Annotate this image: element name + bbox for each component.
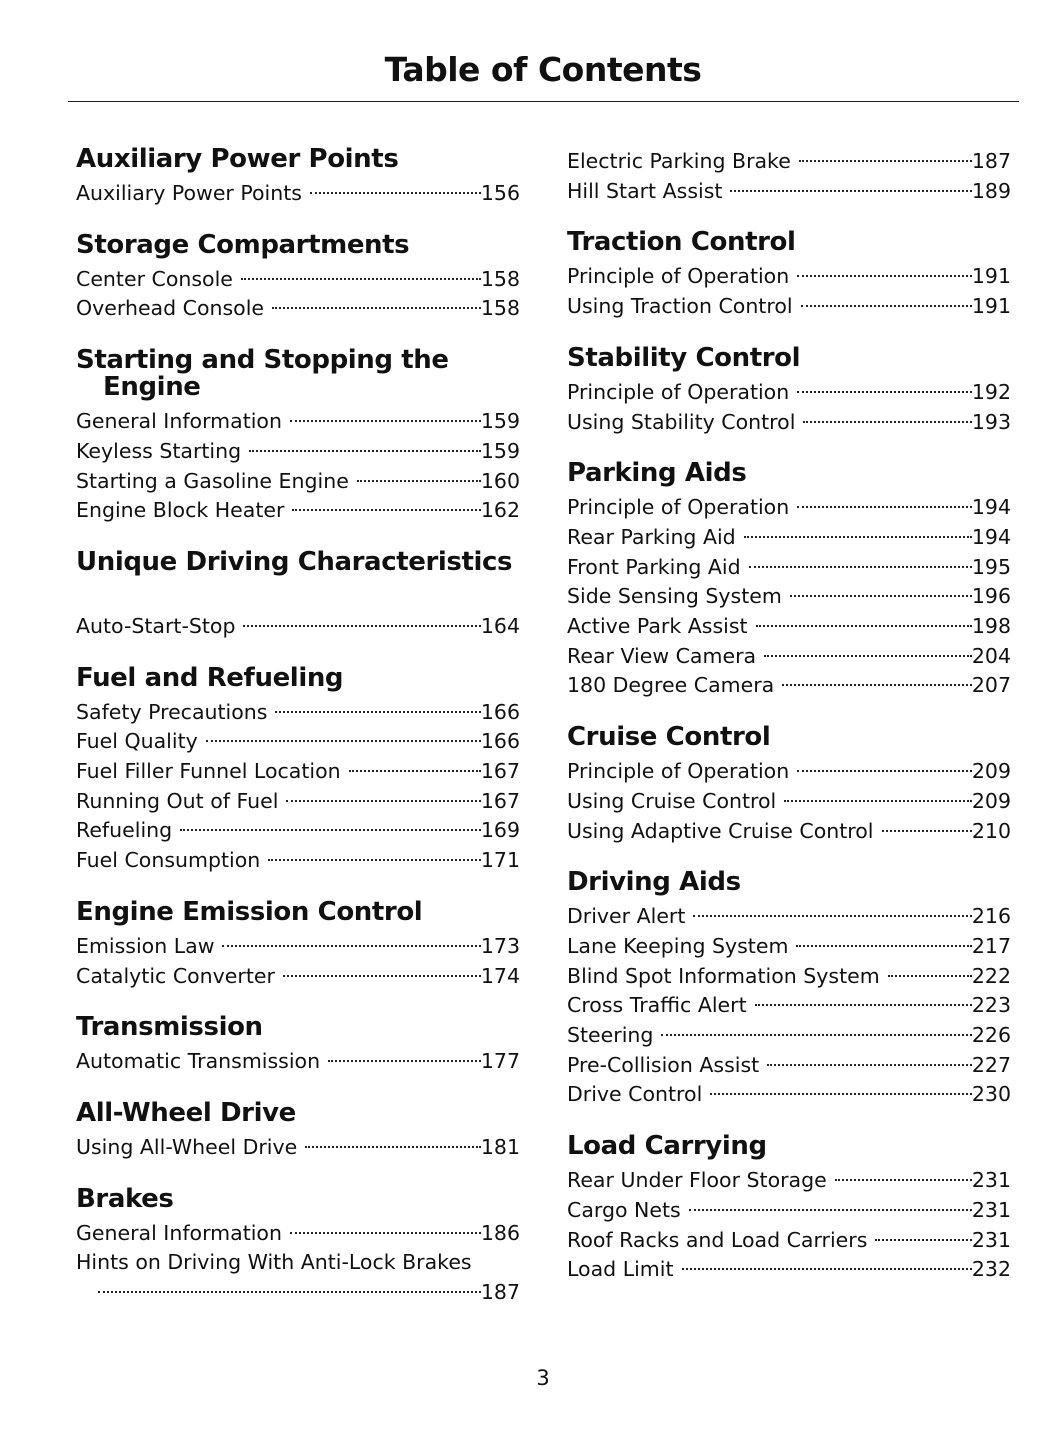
toc-section (567, 460, 1011, 701)
toc-entry[interactable] (567, 902, 1011, 932)
section-heading (76, 347, 520, 401)
toc-entry[interactable] (76, 787, 520, 817)
dot-leader (357, 480, 481, 482)
entry-title: Starting a Gasoline Engine (76, 468, 349, 493)
entry-page-number: 164 (480, 613, 520, 638)
section-heading-line: Engine (103, 372, 201, 403)
section-heading-line: Brakes (76, 1183, 174, 1214)
dot-leader (272, 307, 481, 309)
toc-section (567, 869, 1011, 1110)
toc-section (76, 662, 520, 876)
toc-entry[interactable] (567, 787, 1011, 817)
section-heading-line: Stability Control (567, 342, 801, 373)
toc-entry[interactable] (567, 962, 1011, 992)
dot-leader (241, 278, 481, 280)
section-heading (567, 724, 1011, 751)
entry-title: Principle of Operation (567, 264, 790, 289)
entry-page-number: 192 (971, 379, 1011, 404)
dot-leader (349, 770, 481, 772)
toc-entry[interactable] (567, 1166, 1011, 1196)
toc-entry[interactable] (76, 1219, 520, 1249)
entry-page-number: 162 (480, 498, 520, 523)
entry-page-number: 177 (480, 1049, 520, 1074)
toc-entry[interactable] (76, 437, 520, 467)
dot-leader (888, 975, 972, 977)
entry-page-number: 191 (971, 264, 1011, 289)
title-divider (68, 101, 1019, 102)
toc-section (76, 546, 520, 642)
entry-page-number: 166 (480, 729, 520, 754)
toc-entry[interactable] (76, 727, 520, 757)
entry-page-number: 159 (480, 438, 520, 463)
section-heading-line: Driving Aids (567, 867, 741, 898)
entry-page-number: 167 (480, 759, 520, 784)
page-number: 3 (536, 1366, 550, 1390)
dot-leader (283, 975, 481, 977)
dot-leader (755, 1004, 972, 1006)
toc-entry[interactable] (76, 496, 520, 526)
entry-page-number: 231 (971, 1227, 1011, 1252)
section-heading-line: Fuel and Refueling (76, 662, 344, 693)
toc-entry[interactable] (76, 757, 520, 787)
toc-entry[interactable] (567, 408, 1011, 438)
entry-title: Load Limit (567, 1257, 674, 1282)
entry-page-number: 231 (971, 1168, 1011, 1193)
entry-page-number: 230 (971, 1082, 1011, 1107)
toc-entry[interactable] (76, 816, 520, 846)
dot-leader (328, 1060, 481, 1062)
dot-leader (292, 509, 480, 511)
toc-section (76, 896, 520, 991)
section-heading-line: Storage Compartments (76, 229, 410, 260)
toc-section (76, 146, 520, 209)
entry-title: Hill Start Assist (567, 178, 723, 203)
entry-page-number: 181 (480, 1134, 520, 1159)
entry-title: Side Sensing System (567, 584, 782, 609)
toc-section (567, 1133, 1011, 1285)
entry-title: Fuel Consumption (76, 848, 261, 873)
section-heading (567, 229, 1011, 256)
entry-title: Principle of Operation (567, 495, 790, 520)
entry-title: Cross Traffic Alert (567, 993, 747, 1018)
toc-section (76, 347, 520, 526)
dot-leader (764, 655, 972, 657)
dot-leader (784, 800, 972, 802)
entry-title: Blind Spot Information System (567, 963, 880, 988)
toc-section (76, 1014, 520, 1077)
toc-section (76, 229, 520, 324)
toc-section (76, 1097, 520, 1163)
entry-page-number: 210 (971, 818, 1011, 843)
dot-leader (801, 305, 972, 307)
toc-entry[interactable] (567, 523, 1011, 553)
toc-entry[interactable] (76, 407, 520, 437)
toc-section (567, 229, 1011, 321)
toc-entry[interactable] (567, 1051, 1011, 1081)
toc-section (567, 724, 1011, 846)
entry-title: Keyless Starting (76, 438, 242, 463)
toc-entry[interactable] (567, 177, 1011, 207)
entry-page-number: 232 (971, 1257, 1011, 1282)
entry-page-number: 231 (971, 1197, 1011, 1222)
entry-page-number: 187 (971, 149, 1011, 173)
dot-leader (782, 684, 972, 686)
entry-page-number: 174 (480, 963, 520, 988)
entry-title: Rear View Camera (567, 643, 757, 668)
dot-leader (290, 420, 481, 422)
toc-entry[interactable] (567, 932, 1011, 962)
entry-page-number: 223 (971, 993, 1011, 1018)
dot-leader (268, 859, 481, 861)
toc-entry[interactable] (567, 1021, 1011, 1051)
entry-title: Catalytic Converter (76, 963, 275, 988)
toc-entry[interactable] (567, 1080, 1011, 1110)
entry-page-number: 194 (971, 524, 1011, 549)
toc-entry[interactable] (76, 932, 520, 962)
dot-leader (797, 391, 972, 393)
entry-title: Rear Parking Aid (567, 524, 736, 549)
entry-page-number: 209 (971, 759, 1011, 784)
entry-page-number: 222 (971, 963, 1011, 988)
section-heading (567, 869, 1011, 896)
section-heading (76, 896, 520, 927)
entry-title: Front Parking Aid (567, 554, 741, 579)
entry-title: Overhead Console (76, 296, 265, 321)
entry-page-number: 194 (971, 495, 1011, 520)
dot-leader (290, 1232, 481, 1234)
toc-entry[interactable] (76, 698, 520, 728)
dot-leader (799, 160, 972, 162)
toc-entry[interactable] (76, 1248, 520, 1307)
section-heading (76, 229, 520, 260)
entry-page-number: 198 (971, 614, 1011, 639)
toc-entry[interactable] (567, 1226, 1011, 1256)
dot-leader (710, 1093, 972, 1095)
entry-title: Emission Law (76, 933, 215, 958)
entry-page-number: 189 (971, 178, 1011, 203)
entry-title: Using Cruise Control (567, 788, 777, 813)
dot-leader (682, 1268, 972, 1270)
entry-title: Pre-Collision Assist (567, 1052, 760, 1077)
section-heading-line: Transmission (76, 1012, 263, 1043)
entry-title: Using Stability Control (567, 409, 796, 434)
section-heading (76, 146, 520, 173)
entry-page-number: 159 (480, 409, 520, 434)
toc-section (76, 1183, 520, 1308)
entry-title: Lane Keeping System (567, 933, 789, 958)
section-heading-line: Cruise Control (567, 722, 771, 753)
entry-title: 180 Degree Camera (567, 673, 775, 698)
dot-leader (749, 566, 972, 568)
dot-leader (249, 450, 481, 452)
dot-leader (689, 1209, 972, 1211)
toc-entry[interactable] (567, 991, 1011, 1021)
dot-leader (180, 829, 481, 831)
section-heading (567, 460, 1011, 487)
entry-page-number: 158 (480, 266, 520, 291)
toc-entry[interactable] (567, 1196, 1011, 1226)
dot-leader (767, 1064, 972, 1066)
entry-title: Drive Control (567, 1082, 703, 1107)
entry-title: Steering (567, 1023, 654, 1048)
entry-title: Principle of Operation (567, 379, 790, 404)
entry-page-number: 226 (971, 1023, 1011, 1048)
dot-leader (243, 625, 480, 627)
dot-leader (286, 800, 480, 802)
entry-page-number: 196 (971, 584, 1011, 609)
toc-entry[interactable] (567, 493, 1011, 523)
section-heading (76, 546, 520, 577)
dot-leader (803, 421, 971, 423)
entry-title: Fuel Filler Funnel Location (76, 759, 341, 784)
dot-leader (310, 192, 481, 194)
toc-entry[interactable] (76, 846, 520, 876)
entry-title: Fuel Quality (76, 729, 198, 754)
entry-title: Active Park Assist (567, 614, 748, 639)
entry-title: Automatic Transmission (76, 1049, 321, 1074)
entry-title: Roof Racks and Load Carriers (567, 1227, 868, 1252)
dot-leader (661, 1034, 971, 1036)
section-heading-line: Engine Emission Control (76, 896, 423, 927)
toc-entry[interactable] (76, 1047, 520, 1077)
entry-title: Principle of Operation (567, 759, 790, 784)
entry-page-number: 169 (480, 818, 520, 843)
entry-page-number: 217 (971, 933, 1011, 958)
entry-title: Rear Under Floor Storage (567, 1168, 827, 1193)
toc-entry[interactable] (76, 467, 520, 497)
toc-entry[interactable] (567, 553, 1011, 583)
section-heading (76, 662, 520, 693)
section-heading-line: Unique Driving Characteristics (76, 546, 513, 577)
toc-entry[interactable] (567, 292, 1011, 322)
toc-entry[interactable] (567, 147, 1011, 177)
toc-entry[interactable] (567, 817, 1011, 847)
entry-page-number: 173 (480, 933, 520, 958)
toc-entry[interactable] (567, 582, 1011, 612)
dot-leader (98, 1291, 481, 1293)
entry-title: Center Console (76, 266, 233, 291)
toc-entry[interactable] (76, 265, 520, 295)
section-heading-line: Starting and Stopping the (76, 345, 449, 376)
toc-entry[interactable] (76, 612, 520, 642)
entry-title: General Information (76, 409, 282, 434)
entry-title: Running Out of Fuel (76, 788, 279, 813)
toc-entry[interactable] (76, 179, 520, 209)
dot-leader (730, 190, 971, 192)
entry-page-number: 216 (971, 904, 1011, 929)
toc-section (567, 342, 1011, 437)
entry-title: Using Traction Control (567, 294, 793, 319)
toc-entry[interactable] (567, 378, 1011, 408)
blank-line (76, 582, 520, 612)
entry-page-number: 171 (480, 848, 520, 873)
dot-leader (756, 625, 972, 627)
entry-title: Using Adaptive Cruise Control (567, 818, 874, 843)
dot-leader (796, 945, 971, 947)
section-heading (567, 1133, 1011, 1160)
dot-leader (790, 595, 972, 597)
toc-entry[interactable] (567, 757, 1011, 787)
entry-title: Cargo Nets (567, 1197, 681, 1222)
dot-leader (744, 536, 972, 538)
entry-page-number: 156 (480, 181, 520, 205)
dot-leader (835, 1179, 972, 1181)
entry-page-number: 167 (480, 788, 520, 813)
entry-title: Using All-Wheel Drive (76, 1134, 298, 1159)
dot-leader (693, 915, 971, 917)
dot-leader (275, 711, 480, 713)
entry-title: Safety Precautions (76, 699, 268, 724)
entry-page-number: 193 (971, 409, 1011, 434)
dot-leader (875, 1239, 971, 1241)
entry-title: Refueling (76, 818, 173, 843)
entry-title: Driver Alert (567, 904, 686, 929)
toc-entry[interactable] (76, 962, 520, 992)
entry-page-number: 186 (480, 1220, 520, 1245)
section-heading-line: Traction Control (567, 227, 796, 258)
section-heading (567, 342, 1011, 373)
entry-page-number: 166 (480, 699, 520, 724)
toc-entry[interactable] (76, 1133, 520, 1163)
entry-page-number: 187 (480, 1280, 520, 1305)
entry-title: General Information (76, 1220, 282, 1245)
dot-leader (797, 275, 972, 277)
toc-entry[interactable] (567, 612, 1011, 642)
entry-title: Electric Parking Brake (567, 149, 791, 173)
toc-entry[interactable] (76, 294, 520, 324)
entry-title: Engine Block Heater (76, 498, 285, 523)
entry-title: Auxiliary Power Points (76, 181, 302, 205)
toc-left-column (76, 146, 520, 1331)
entry-page-number: 158 (480, 296, 520, 321)
dot-leader (797, 506, 972, 508)
toc-entry[interactable] (567, 262, 1011, 292)
entry-page-number: 204 (971, 643, 1011, 668)
page-title: Table of Contents (384, 50, 702, 89)
section-heading-line: Parking Aids (567, 458, 747, 489)
dot-leader (206, 740, 481, 742)
toc-entry[interactable] (567, 671, 1011, 701)
section-heading-line: Load Carrying (567, 1131, 767, 1162)
entry-title: Hints on Driving With Anti-Lock Brakes (76, 1250, 472, 1275)
entry-page-number: 191 (971, 294, 1011, 319)
section-heading (76, 1183, 520, 1214)
section-heading-line: All-Wheel Drive (76, 1097, 296, 1128)
section-heading-line: Auxiliary Power Points (76, 144, 399, 174)
dot-leader (882, 830, 972, 832)
toc-section (567, 147, 1011, 206)
entry-title: Auto-Start-Stop (76, 613, 236, 638)
section-heading (76, 1097, 520, 1128)
entry-page-number: 227 (971, 1052, 1011, 1077)
dot-leader (797, 770, 972, 772)
toc-right-column (567, 147, 1011, 1308)
entry-page-number: 209 (971, 788, 1011, 813)
dot-leader (222, 945, 480, 947)
entry-page-number: 195 (971, 554, 1011, 579)
entry-page-number: 160 (480, 468, 520, 493)
toc-entry[interactable] (567, 642, 1011, 672)
entry-page-number: 207 (971, 673, 1011, 698)
toc-entry[interactable] (567, 1255, 1011, 1285)
section-heading (76, 1014, 520, 1041)
dot-leader (305, 1146, 481, 1148)
